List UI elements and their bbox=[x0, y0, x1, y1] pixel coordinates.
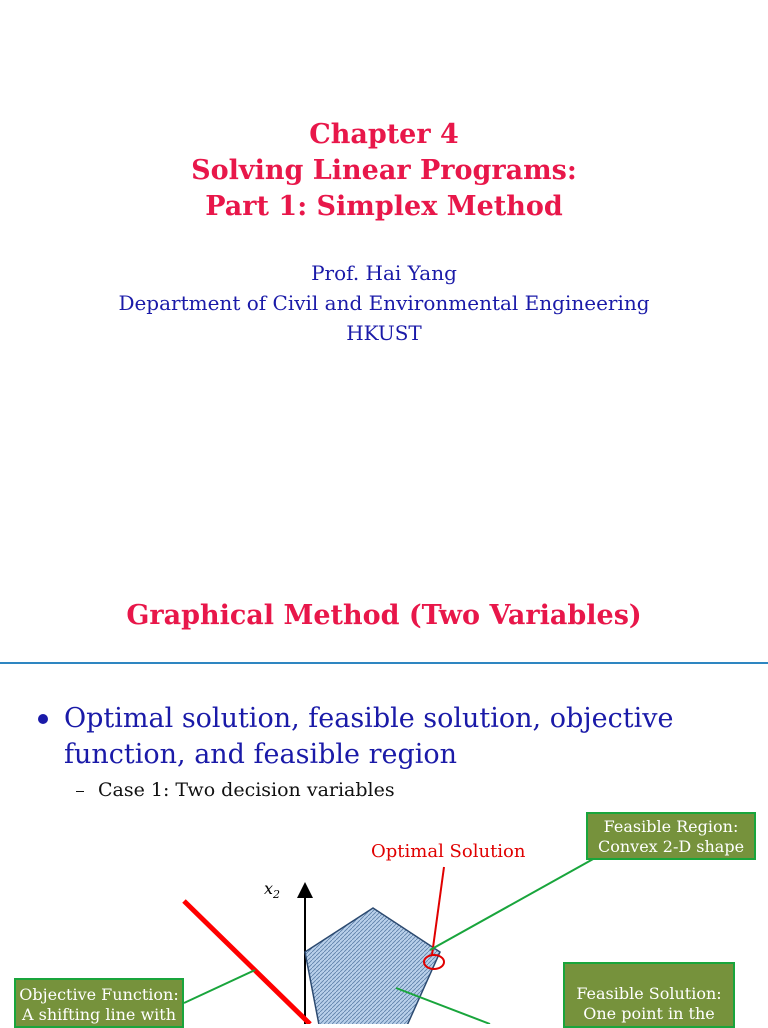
feasible-region-callout bbox=[586, 812, 756, 860]
optimal-pointer-line bbox=[432, 867, 444, 955]
sub-bullet-text: Case 1: Two decision variables bbox=[98, 779, 395, 801]
feasible-solution-callout bbox=[563, 962, 735, 1028]
y-axis-label-var: x bbox=[264, 879, 274, 898]
objective-connector bbox=[184, 970, 255, 1003]
feasible-region-callout-line-2: Convex 2-D shape bbox=[597, 837, 745, 856]
objective-callout-line-1: Objective Function: bbox=[19, 985, 179, 1004]
bullet-line-1: Optimal solution, feasible solution, objective bbox=[64, 703, 674, 734]
department-name: Department of Civil and Environmental Engineering bbox=[118, 291, 650, 315]
bullet-dot bbox=[38, 714, 48, 724]
y-axis-label-subscript: 2 bbox=[273, 888, 281, 902]
y-axis-label bbox=[264, 879, 280, 901]
slide-title: Graphical Method (Two Variables) bbox=[126, 600, 642, 631]
objective-callout-line-2: A shifting line with bbox=[21, 1005, 176, 1024]
title-divider bbox=[0, 662, 768, 664]
chapter-title-line-2: Solving Linear Programs: bbox=[191, 155, 577, 186]
feasible-region-callout-line-1: Feasible Region: bbox=[603, 817, 739, 836]
sub-bullet-dash bbox=[76, 791, 84, 792]
chapter-title-line-1: Chapter 4 bbox=[309, 119, 459, 150]
institution-name: HKUST bbox=[346, 321, 422, 345]
feasible-solution-callout-line-2: One point in the bbox=[583, 1004, 715, 1023]
feasible-solution-callout-line-1: Feasible Solution: bbox=[576, 984, 722, 1003]
optimal-solution-label: Optimal Solution bbox=[371, 841, 526, 862]
objective-function-callout bbox=[14, 978, 184, 1028]
objective-function-line bbox=[184, 901, 310, 1024]
feasible-region bbox=[305, 908, 440, 1024]
author-name: Prof. Hai Yang bbox=[311, 261, 457, 285]
bullet-line-2: function, and feasible region bbox=[64, 739, 458, 770]
chapter-title-line-3: Part 1: Simplex Method bbox=[205, 191, 563, 222]
feasible-region-connector bbox=[430, 858, 595, 950]
